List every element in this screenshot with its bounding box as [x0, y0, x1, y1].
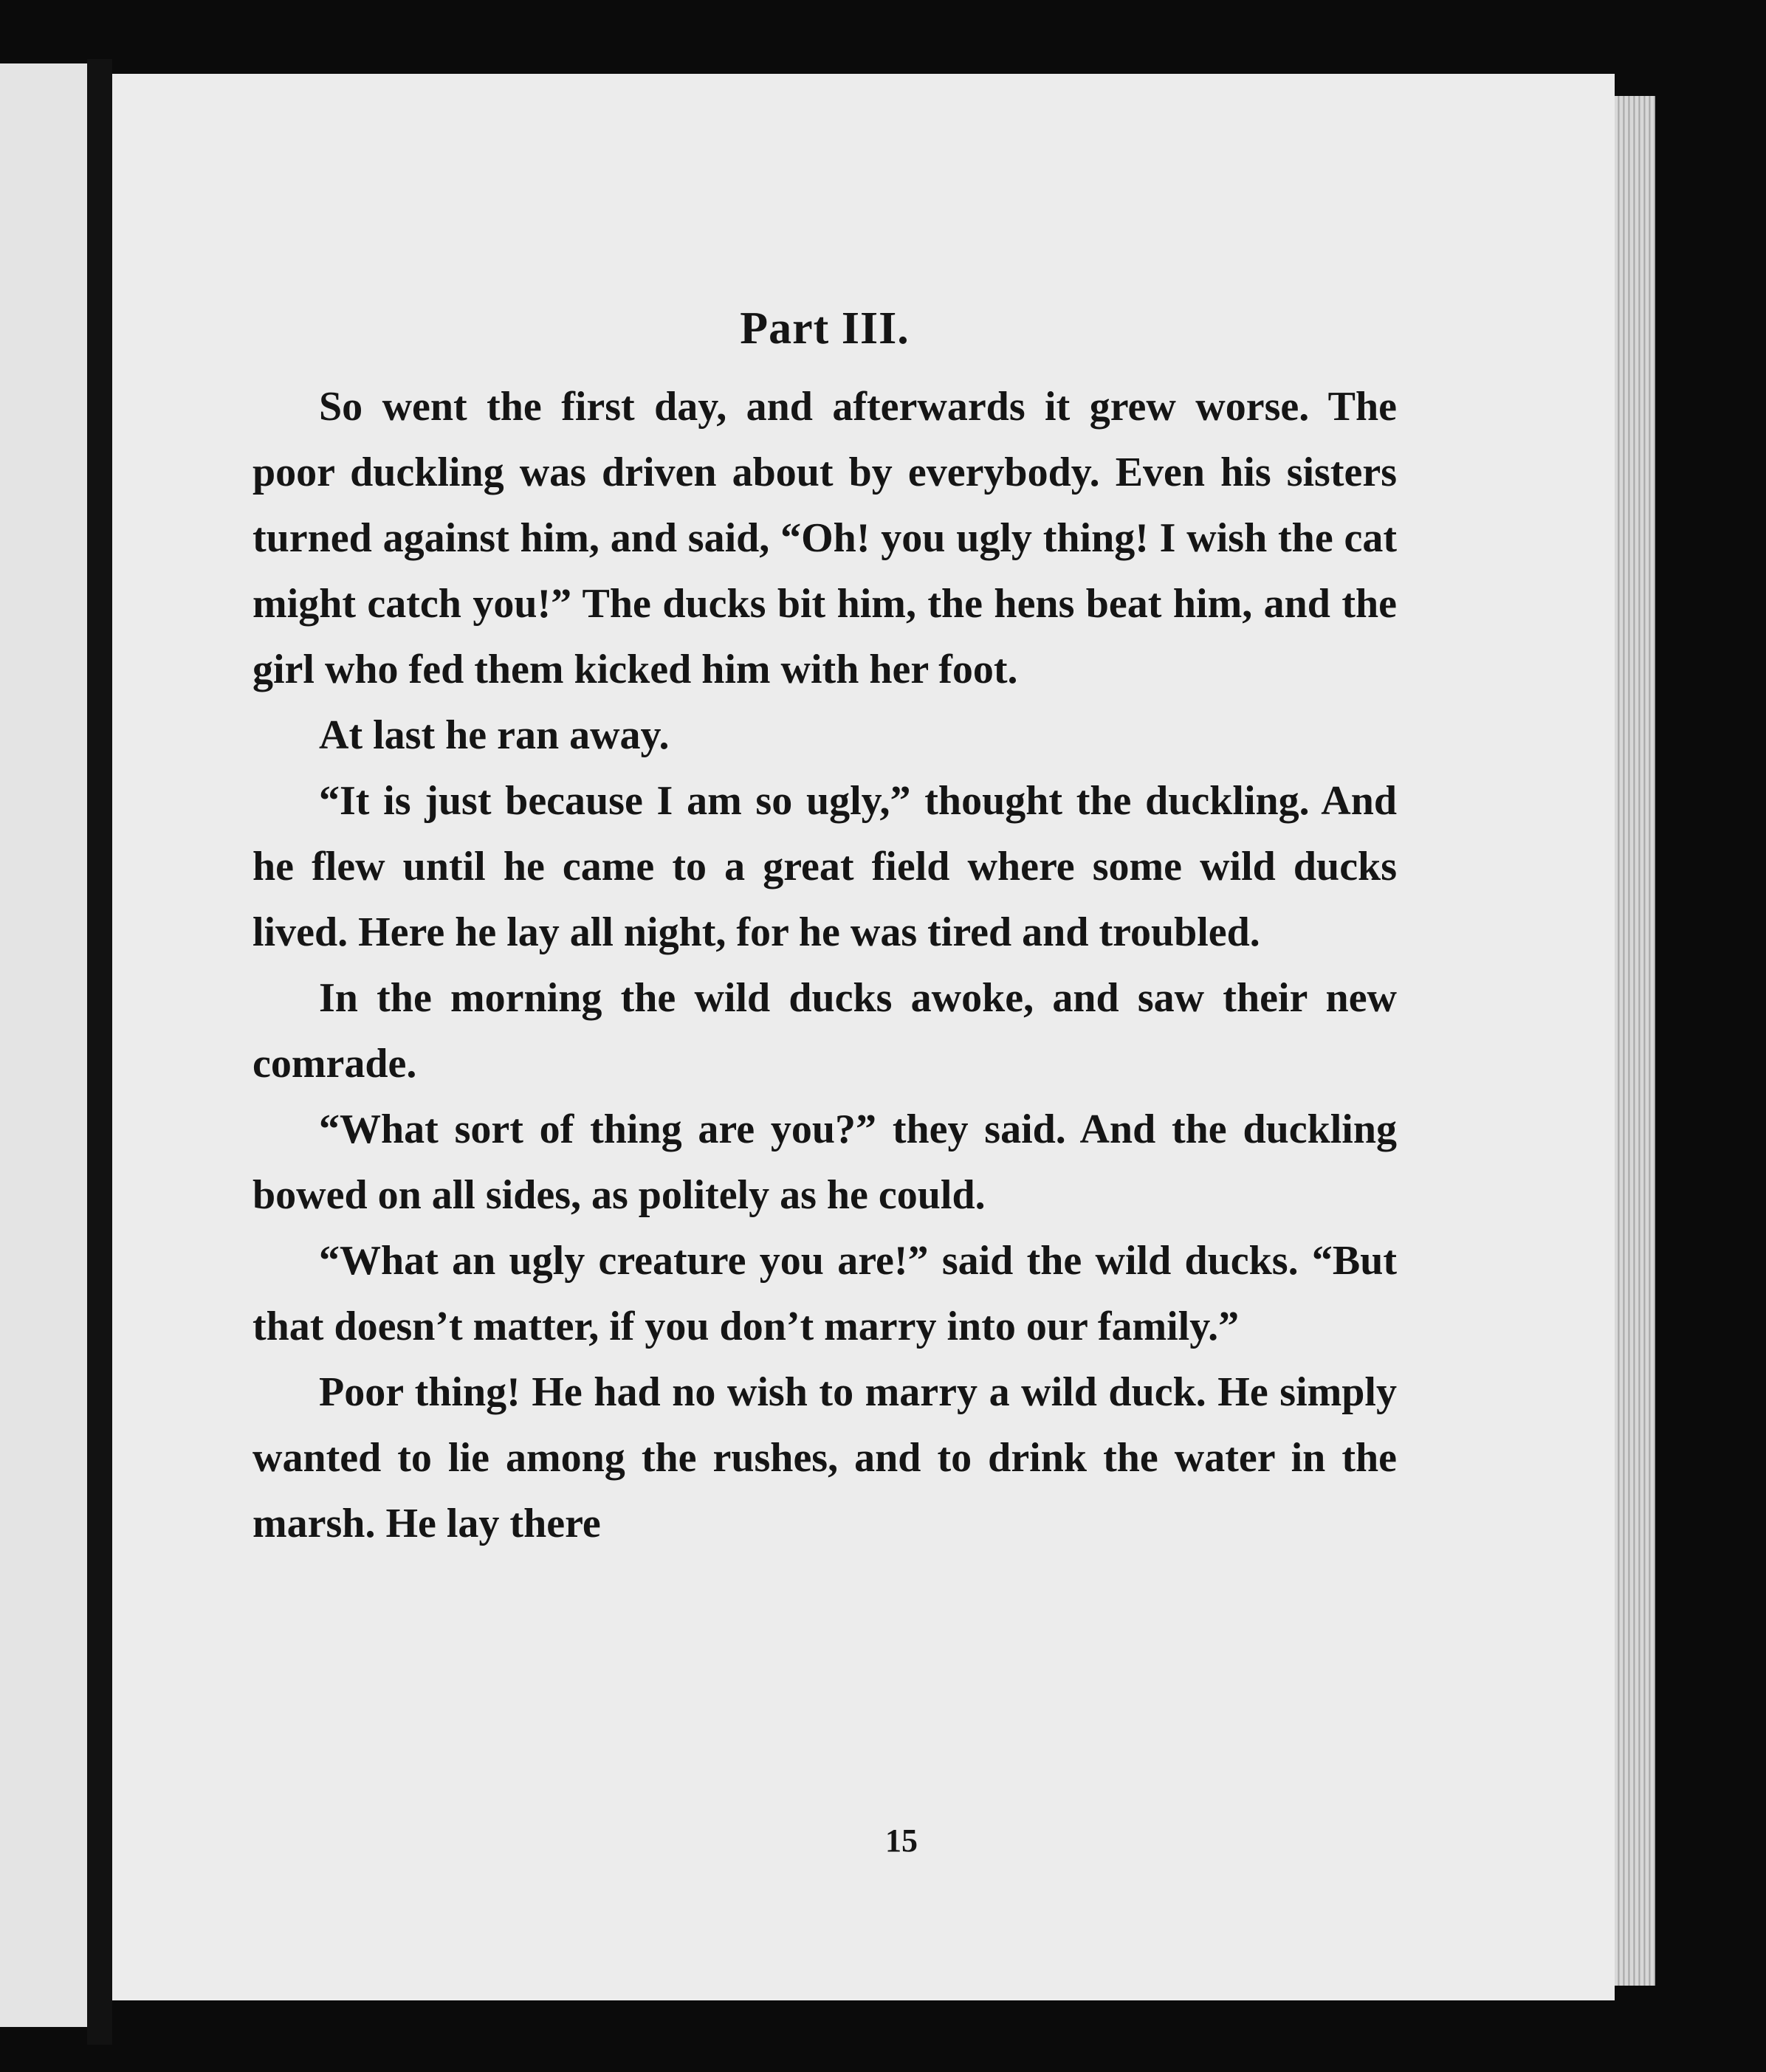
paragraph-3: “It is just because I am so ugly,” thought the duckling. And he flew until he came to a great field where some wild ducks lived. Here he lay all night, for he was tired and troubled.: [252, 778, 1397, 955]
page-text: [252, 299, 1397, 1557]
paragraph-7: Poor thing! He had no wish to marry a wild duck. He simply wanted to lie among the rushes, and to drink the water in the marsh. He lay there: [252, 1369, 1397, 1546]
left-page-edge: [0, 63, 97, 2027]
paragraph-2: At last he ran away.: [319, 712, 670, 758]
paragraph-6: “What an ugly creature you are!” said the wild ducks. “But that doesn’t matter, if you don’t marry into our family.”: [252, 1238, 1397, 1349]
page-edges: [1615, 96, 1655, 1986]
paragraph-5: “What sort of thing are you?” they said. And the duckling bowed on all sides, as politely as he could.: [252, 1106, 1397, 1218]
paragraph-4: In the morning the wild ducks awoke, and saw their new comrade.: [252, 975, 1397, 1087]
part-heading: Part III.: [740, 303, 910, 354]
page-number: 15: [885, 1823, 918, 1859]
paragraph-1: So went the first day, and afterwards it grew worse. The poor duckling was driven about by everybody. Even his sisters turned against him, and said, “Oh! you ugly thing! I wish the cat might catch you!” The ducks bit him, the hens beat him, and the girl who fed them kicked him with her foot.: [252, 384, 1397, 692]
book-gutter: [87, 59, 112, 2045]
